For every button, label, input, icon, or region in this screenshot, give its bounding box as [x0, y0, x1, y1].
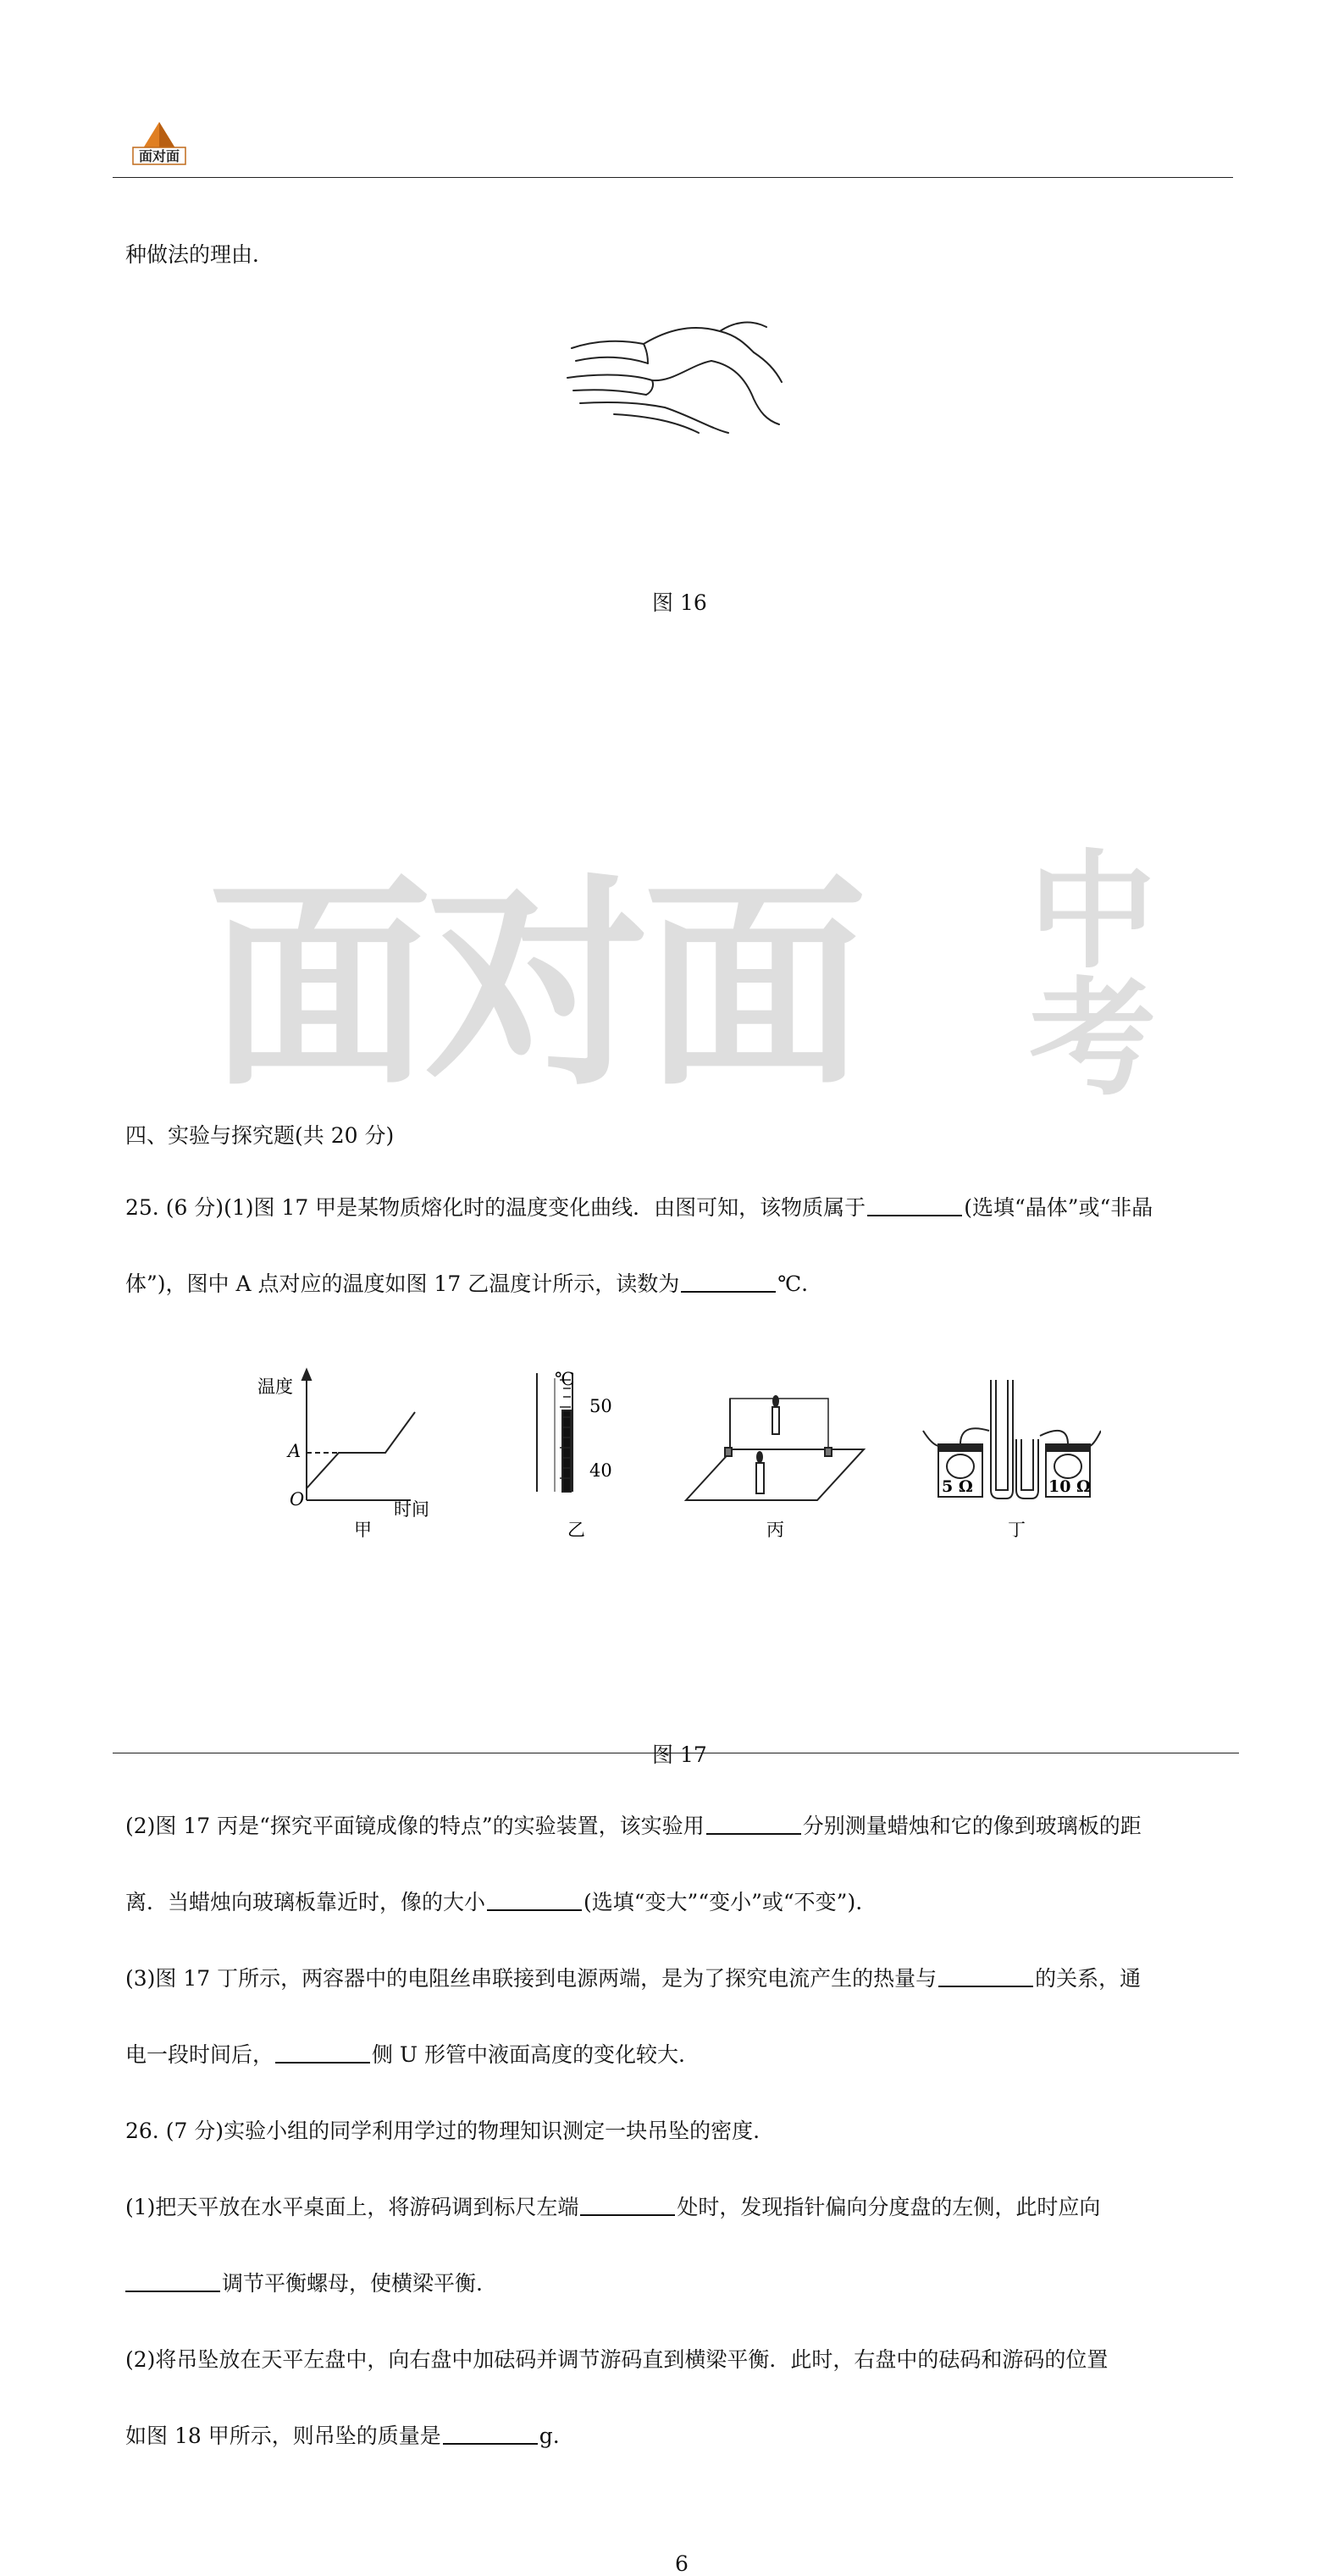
header-rule: [113, 177, 1233, 178]
figure-17-caption: 图 17: [652, 1742, 707, 1767]
answer-blank[interactable]: [706, 1813, 801, 1835]
q26-intro: 26. (7 分)实验小组的同学利用学过的物理知识测定一块吊坠的密度.: [125, 2119, 760, 2143]
answer-blank[interactable]: [125, 2270, 220, 2292]
q25-part2-line-2: 离．当蜡烛向玻璃板靠近时，像的大小 (选填“变大”“变小”或“不变”).: [125, 1890, 863, 1914]
q26-part2-line-1: (2)将吊坠放在天平左盘中，向右盘中加砝码并调节游码直到横梁平衡．此时，右盘中的砝码和游码的位置: [125, 2347, 1109, 2372]
hands-rubbing-icon: [563, 314, 783, 441]
graph-ylabel: 温度: [257, 1377, 293, 1397]
q26-part2-line-2: 如图 18 甲所示，则吊坠的质量是 g.: [125, 2424, 560, 2448]
svg-text:面对面: 面对面: [138, 148, 180, 164]
figure-16-hands: [563, 314, 783, 441]
page-number: 6: [675, 2551, 689, 2576]
answer-blank[interactable]: [580, 2194, 675, 2216]
thermo-tick-50: 50: [589, 1396, 612, 1416]
watermark-side-top: 中: [1029, 839, 1157, 986]
melting-curve-graph: [302, 1370, 415, 1500]
figure-17-drawings: [254, 1363, 1101, 1541]
section-heading: 四、实验与探究题(共 20 分): [125, 1123, 395, 1148]
q25-line-1: 25. (6 分)(1)图 17 甲是某物质熔化时的温度变化曲线．由图可知，该物质属于 (选填“晶体”或“非晶: [125, 1195, 1153, 1220]
heat-label: 丁: [1008, 1520, 1026, 1540]
answer-blank[interactable]: [681, 1271, 776, 1293]
thermo-tick-40: 40: [589, 1460, 612, 1481]
answer-blank[interactable]: [443, 2423, 538, 2445]
q25-part2-line-1: (2)图 17 丙是“探究平面镜成像的特点”的实验装置，该实验用 分别测量蜡烛和它的像到玻璃板的距: [125, 1814, 1142, 1838]
thermo-label: 乙: [567, 1520, 585, 1540]
watermark-side-bottom: 考: [1029, 966, 1157, 1113]
answer-blank[interactable]: [275, 2041, 370, 2064]
mirror-label: 丙: [766, 1520, 784, 1540]
q26-part1-line-2: 调节平衡螺母，使横梁平衡.: [125, 2269, 1233, 2298]
pyramid-logo-icon: [130, 119, 189, 171]
thermometer: [537, 1373, 572, 1492]
header-logo: [130, 119, 189, 171]
q25-line-2: 体”)，图中 A 点对应的温度如图 17 乙温度计所示，读数为 ℃.: [125, 1271, 809, 1296]
plane-mirror-setup: [686, 1396, 864, 1500]
text-continuation: 种做法的理由．: [125, 242, 274, 267]
answer-blank[interactable]: [867, 1194, 962, 1216]
figure-16-caption: 图 16: [652, 590, 707, 615]
q25-part3-line-1: (3)图 17 丁所示，两容器中的电阻丝串联接到电源两端，是为了探究电流产生的热量与 的关系，通: [125, 1966, 1142, 1991]
thermo-unit: ℃: [555, 1369, 575, 1389]
graph-label: 甲: [354, 1520, 372, 1540]
answer-blank[interactable]: [938, 1965, 1033, 1987]
watermark-main: 面对面: [207, 856, 860, 1116]
graph-xlabel: 时间: [394, 1499, 429, 1520]
graph-point-a: A: [288, 1441, 301, 1461]
resistor-left-label: 5 Ω: [942, 1477, 973, 1496]
graph-origin: O: [290, 1489, 305, 1510]
figure-17: [254, 1363, 1101, 1541]
q25-part3-line-2: 电一段时间后， 侧 U 形管中液面高度的变化较大.: [125, 2042, 685, 2067]
answer-blank[interactable]: [487, 1889, 582, 1911]
resistor-right-label: 10 Ω: [1048, 1477, 1091, 1496]
q26-part1-line-1: (1)把天平放在水平桌面上，将游码调到标尺左端 处时，发现指针偏向分度盘的左侧，此时应向: [125, 2195, 1101, 2219]
